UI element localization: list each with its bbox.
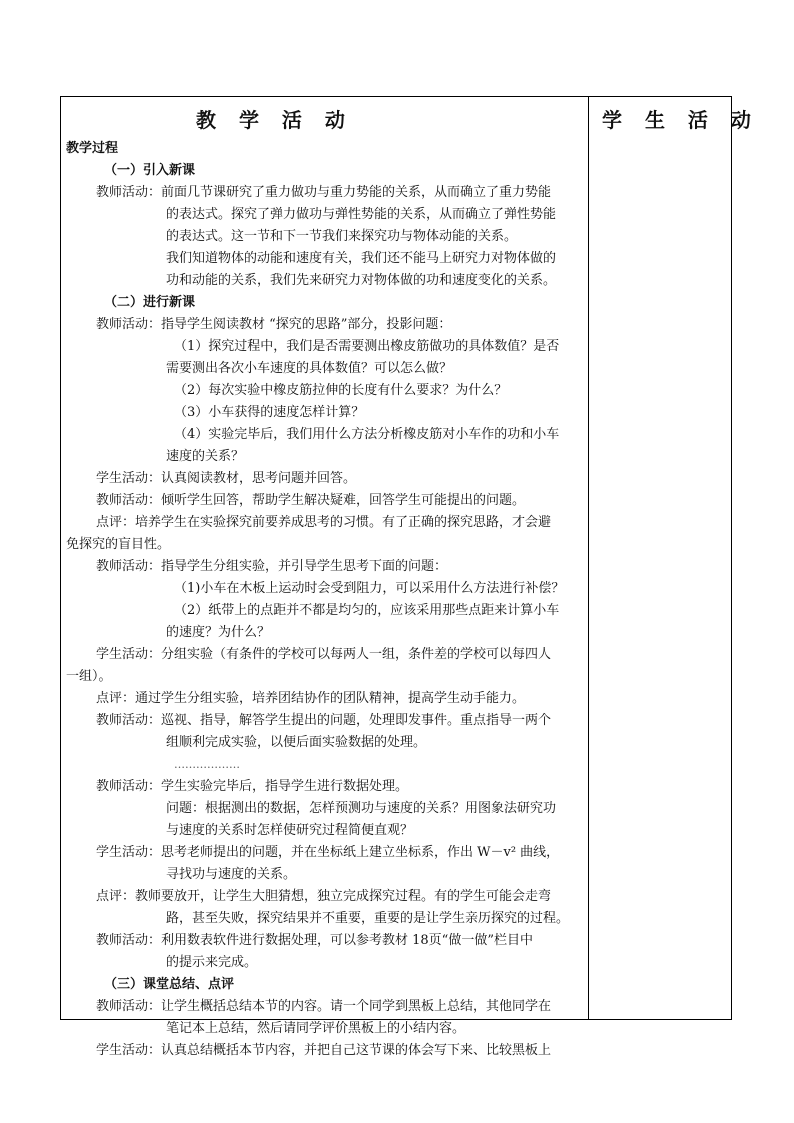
- text-line: 笔记本上总结，然后请同学评价黑板上的小结内容。: [166, 1021, 466, 1036]
- text-line: 的表达式。探究了弹力做功与弹性势能的关系，从而确立了弹性势能: [166, 207, 557, 222]
- text-line: 寻找功与速度的关系。: [166, 867, 297, 882]
- text-line: （1）探究过程中，我们是否需要测出橡皮筋做功的具体数值？是否: [174, 339, 560, 354]
- text-line: 学生活动：认真总结概括本节内容，并把自己这节课的体会写下来、比较黑板上: [96, 1043, 552, 1058]
- text-line: 学生活动：思考老师提出的问题，并在坐标纸上建立坐标系，作出 W－v² 曲线，: [96, 845, 560, 860]
- text-line: 教师活动：巡视、指导，解答学生提出的问题，处理即发事件。重点指导一两个: [96, 713, 552, 728]
- text-line: 需要测出各次小车速度的具体数值？可以怎么做？: [166, 361, 453, 376]
- text-line: 教师活动：学生实验完毕后，指导学生进行数据处理。: [96, 779, 409, 794]
- text-line: 教师活动：前面几节课研究了重力做功与重力势能的关系，从而确立了重力势能: [96, 185, 552, 200]
- text-line: 速度的关系？: [166, 449, 245, 464]
- text-line: （2）纸带上的点距并不都是均匀的，应该采用那些点距来计算小车: [174, 603, 560, 618]
- text-line: 问题：根据测出的数据，怎样预测功与速度的关系？用图象法研究功: [166, 801, 557, 816]
- teaching-activity-header: 教 学 活 动: [196, 108, 353, 132]
- text-line: 教师活动：倾听学生回答，帮助学生解决疑难，回答学生可能提出的问题。: [96, 493, 526, 508]
- text-line: 点评：教师要放开，让学生大胆猜想，独立完成探究过程。有的学生可能会走弯: [96, 889, 552, 904]
- text-line: （3）小车获得的速度怎样计算？: [174, 405, 365, 420]
- text-line: 点评：培养学生在实验探究前要养成思考的习惯。有了正确的探究思路，才会避: [96, 515, 552, 530]
- text-line: 点评：通过学生分组实验，培养团结协作的团队精神，提高学生动手能力。: [96, 691, 526, 706]
- text-line: 教师活动：指导学生分组实验，并引导学生思考下面的问题：: [96, 559, 448, 574]
- text-line: 学生活动：分组实验（有条件的学校可以每两人一组，条件差的学校可以每四人: [96, 647, 552, 662]
- text-line: （一）引入新课: [104, 163, 196, 178]
- text-line: （2）每次实验中橡皮筋拉伸的长度有什么要求？为什么？: [174, 383, 508, 398]
- text-line: ………………: [174, 758, 240, 771]
- text-line: 免探究的盲目性。: [66, 537, 171, 552]
- text-line: 功和动能的关系，我们先来研究力对物体做的功和速度变化的关系。: [166, 273, 557, 288]
- column-divider: [588, 96, 589, 1020]
- teaching-process-content: [66, 138, 584, 1062]
- text-line: 我们知道物体的动能和速度有关，我们还不能马上研究力对物体做的: [166, 251, 557, 266]
- text-line: 的速度？为什么？: [166, 625, 271, 640]
- text-line: （三）课堂总结、点评: [104, 977, 235, 992]
- text-line: 教师活动：利用数表软件进行数据处理，可以参考教材 18页“做一做”栏目中: [96, 933, 533, 948]
- text-line: 的提示来完成。: [166, 955, 258, 970]
- text-line: 路，甚至失败，探究结果并不重要，重要的是让学生亲历探究的过程。: [166, 911, 570, 926]
- text-line: 一组）。: [66, 669, 112, 684]
- student-activity-header: 学 生 活 动: [602, 108, 759, 132]
- text-line: 组顺利完成实验，以便后面实验数据的处理。: [166, 735, 427, 750]
- text-line: 教学过程: [66, 141, 119, 156]
- text-line: （4）实验完毕后，我们用什么方法分析橡皮筋对小车作的功和小车: [174, 427, 560, 442]
- text-line: （1)小车在木板上运动时会受到阻力，可以采用什么方法进行补偿？: [174, 581, 565, 596]
- text-line: 学生活动：认真阅读教材，思考问题并回答。: [96, 471, 357, 486]
- text-line: （二）进行新课: [104, 295, 196, 310]
- text-line: 教师活动：让学生概括总结本节的内容。请一个同学到黑板上总结，其他同学在: [96, 999, 552, 1014]
- text-line: 的表达式。这一节和下一节我们来探究功与物体动能的关系。: [166, 229, 518, 244]
- text-line: 与速度的关系时怎样使研究过程简便直观？: [166, 823, 414, 838]
- text-line: 教师活动：指导学生阅读教材 “探究的思路”部分，投影问题：: [96, 317, 452, 332]
